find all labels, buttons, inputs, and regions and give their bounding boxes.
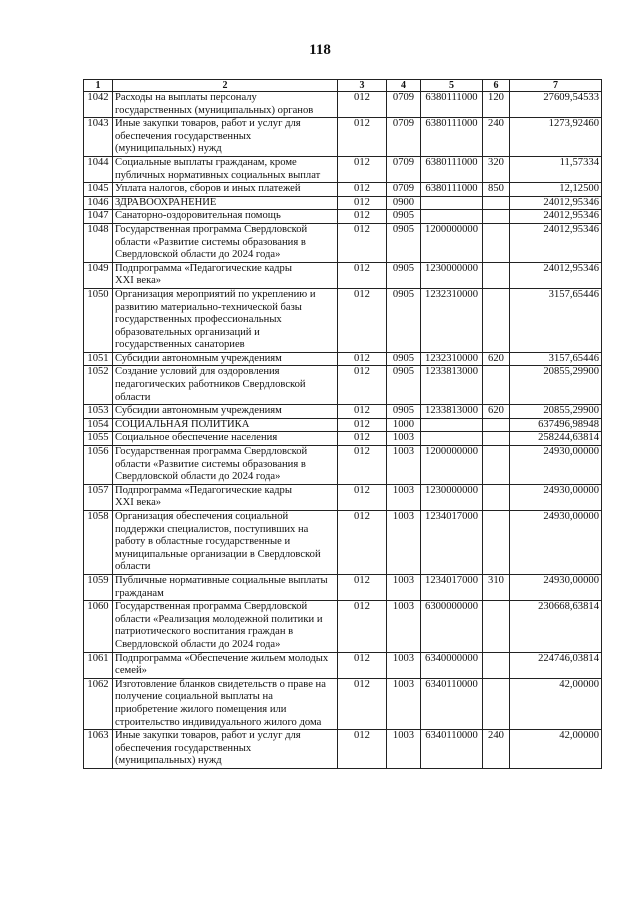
- column-header-4: 4: [387, 80, 421, 92]
- expense-type-cell: 240: [483, 730, 510, 769]
- expense-type-cell: [483, 652, 510, 678]
- target-article-cell: 1233813000: [421, 366, 483, 405]
- section-code-cell: 0905: [387, 262, 421, 288]
- target-article-cell: 1230000000: [421, 262, 483, 288]
- section-code-cell: 0905: [387, 366, 421, 405]
- section-code-cell: 1003: [387, 432, 421, 446]
- amount-cell: 42,00000: [510, 678, 602, 729]
- table-row: [84, 484, 602, 510]
- item-name-cell: Иные закупки товаров, работ и услуг для обеспечения государственных (муниципальных) нужд: [113, 118, 338, 157]
- expense-type-cell: [483, 678, 510, 729]
- item-name-cell: ЗДРАВООХРАНЕНИЕ: [113, 196, 338, 210]
- table-row: [84, 288, 602, 352]
- amount-cell: 12,12500: [510, 183, 602, 197]
- item-name-cell: Создание условий для оздоровления педагогических работников Свердловской области: [113, 366, 338, 405]
- item-name-cell: Подпрограмма «Педагогические кадры XXI века»: [113, 262, 338, 288]
- section-code-cell: 0905: [387, 288, 421, 352]
- ministry-code-cell: 012: [338, 196, 387, 210]
- section-code-cell: 1003: [387, 652, 421, 678]
- amount-cell: 24930,00000: [510, 484, 602, 510]
- table-row: [84, 446, 602, 485]
- section-code-cell: 0905: [387, 210, 421, 224]
- row-number-cell: 1058: [84, 511, 113, 575]
- table-row: [84, 92, 602, 118]
- item-name-cell: Санаторно-оздоровительная помощь: [113, 210, 338, 224]
- amount-cell: 20855,29900: [510, 366, 602, 405]
- row-number-cell: 1054: [84, 418, 113, 432]
- target-article-cell: 6380111000: [421, 183, 483, 197]
- target-article-cell: 6340110000: [421, 678, 483, 729]
- item-name-cell: Государственная программа Свердловской области «Реализация молодежной политики и патриотического воспитания граждан в Свердловской области до 2024 года»: [113, 601, 338, 652]
- expense-type-cell: [483, 601, 510, 652]
- row-number-cell: 1046: [84, 196, 113, 210]
- ministry-code-cell: 012: [338, 223, 387, 262]
- expense-type-cell: 850: [483, 183, 510, 197]
- row-number-cell: 1050: [84, 288, 113, 352]
- section-code-cell: 1000: [387, 418, 421, 432]
- amount-cell: 11,57334: [510, 156, 602, 182]
- amount-cell: 24930,00000: [510, 511, 602, 575]
- target-article-cell: 1230000000: [421, 484, 483, 510]
- table-row: [84, 210, 602, 224]
- section-code-cell: 1003: [387, 678, 421, 729]
- target-article-cell: [421, 210, 483, 224]
- item-name-cell: Субсидии автономным учреждениям: [113, 405, 338, 419]
- section-code-cell: 0709: [387, 92, 421, 118]
- amount-cell: 3157,65446: [510, 288, 602, 352]
- table-body: [84, 92, 602, 769]
- ministry-code-cell: 012: [338, 511, 387, 575]
- column-header-6: 6: [483, 80, 510, 92]
- column-header-1: 1: [84, 80, 113, 92]
- target-article-cell: 1232310000: [421, 288, 483, 352]
- table-row: [84, 352, 602, 366]
- table-row: [84, 183, 602, 197]
- column-header-3: 3: [338, 80, 387, 92]
- section-code-cell: 0709: [387, 156, 421, 182]
- amount-cell: 24930,00000: [510, 446, 602, 485]
- ministry-code-cell: 012: [338, 730, 387, 769]
- section-code-cell: 0709: [387, 118, 421, 157]
- table-row: [84, 223, 602, 262]
- section-code-cell: 1003: [387, 511, 421, 575]
- item-name-cell: Публичные нормативные социальные выплаты гражданам: [113, 574, 338, 600]
- row-number-cell: 1055: [84, 432, 113, 446]
- column-header-2: 2: [113, 80, 338, 92]
- amount-cell: 20855,29900: [510, 405, 602, 419]
- section-code-cell: 0709: [387, 183, 421, 197]
- expense-type-cell: [483, 288, 510, 352]
- expense-type-cell: [483, 262, 510, 288]
- table-row: [84, 366, 602, 405]
- ministry-code-cell: 012: [338, 484, 387, 510]
- table-header-row: [84, 80, 602, 92]
- row-number-cell: 1045: [84, 183, 113, 197]
- table-row: [84, 405, 602, 419]
- ministry-code-cell: 012: [338, 156, 387, 182]
- ministry-code-cell: 012: [338, 366, 387, 405]
- target-article-cell: [421, 418, 483, 432]
- table-row: [84, 432, 602, 446]
- ministry-code-cell: 012: [338, 418, 387, 432]
- expense-type-cell: 240: [483, 118, 510, 157]
- expense-type-cell: [483, 418, 510, 432]
- row-number-cell: 1053: [84, 405, 113, 419]
- amount-cell: 24012,95346: [510, 210, 602, 224]
- ministry-code-cell: 012: [338, 118, 387, 157]
- ministry-code-cell: 012: [338, 210, 387, 224]
- expense-type-cell: 320: [483, 156, 510, 182]
- item-name-cell: Государственная программа Свердловской области «Развитие системы образования в Свердловской области до 2024 года»: [113, 446, 338, 485]
- table-row: [84, 511, 602, 575]
- ministry-code-cell: 012: [338, 678, 387, 729]
- row-number-cell: 1042: [84, 92, 113, 118]
- ministry-code-cell: 012: [338, 262, 387, 288]
- item-name-cell: Расходы на выплаты персоналу государственных (муниципальных) органов: [113, 92, 338, 118]
- table-row: [84, 418, 602, 432]
- expense-type-cell: [483, 484, 510, 510]
- item-name-cell: Изготовление бланков свидетельств о праве на получение социальной выплаты на приобретение жилого помещения или строительство индивидуального жилого дома: [113, 678, 338, 729]
- column-header-7: 7: [510, 80, 602, 92]
- table-row: [84, 196, 602, 210]
- section-code-cell: 1003: [387, 730, 421, 769]
- ministry-code-cell: 012: [338, 432, 387, 446]
- row-number-cell: 1044: [84, 156, 113, 182]
- row-number-cell: 1051: [84, 352, 113, 366]
- target-article-cell: 1233813000: [421, 405, 483, 419]
- section-code-cell: 0905: [387, 352, 421, 366]
- table-row: [84, 262, 602, 288]
- row-number-cell: 1048: [84, 223, 113, 262]
- table-row: [84, 730, 602, 769]
- row-number-cell: 1060: [84, 601, 113, 652]
- amount-cell: 27609,54533: [510, 92, 602, 118]
- target-article-cell: [421, 196, 483, 210]
- ministry-code-cell: 012: [338, 574, 387, 600]
- table-row: [84, 652, 602, 678]
- ministry-code-cell: 012: [338, 92, 387, 118]
- expense-type-cell: [483, 210, 510, 224]
- table-row: [84, 156, 602, 182]
- table-row: [84, 678, 602, 729]
- expense-type-cell: 310: [483, 574, 510, 600]
- section-code-cell: 1003: [387, 446, 421, 485]
- table-row: [84, 601, 602, 652]
- ministry-code-cell: 012: [338, 601, 387, 652]
- ministry-code-cell: 012: [338, 352, 387, 366]
- target-article-cell: 1232310000: [421, 352, 483, 366]
- expense-type-cell: [483, 432, 510, 446]
- ministry-code-cell: 012: [338, 183, 387, 197]
- target-article-cell: [421, 432, 483, 446]
- expense-type-cell: [483, 511, 510, 575]
- ministry-code-cell: 012: [338, 288, 387, 352]
- item-name-cell: Уплата налогов, сборов и иных платежей: [113, 183, 338, 197]
- row-number-cell: 1052: [84, 366, 113, 405]
- row-number-cell: 1063: [84, 730, 113, 769]
- target-article-cell: 6380111000: [421, 156, 483, 182]
- table-row: [84, 574, 602, 600]
- item-name-cell: Социальное обеспечение населения: [113, 432, 338, 446]
- amount-cell: 3157,65446: [510, 352, 602, 366]
- item-name-cell: Социальные выплаты гражданам, кроме публичных нормативных социальных выплат: [113, 156, 338, 182]
- item-name-cell: Подпрограмма «Обеспечение жильем молодых семей»: [113, 652, 338, 678]
- table-row: [84, 118, 602, 157]
- expense-type-cell: 120: [483, 92, 510, 118]
- row-number-cell: 1061: [84, 652, 113, 678]
- row-number-cell: 1049: [84, 262, 113, 288]
- amount-cell: 637496,98948: [510, 418, 602, 432]
- target-article-cell: 6300000000: [421, 601, 483, 652]
- expense-type-cell: 620: [483, 352, 510, 366]
- ministry-code-cell: 012: [338, 652, 387, 678]
- expense-type-cell: [483, 366, 510, 405]
- amount-cell: 24012,95346: [510, 262, 602, 288]
- target-article-cell: 6340110000: [421, 730, 483, 769]
- amount-cell: 24012,95346: [510, 223, 602, 262]
- item-name-cell: СОЦИАЛЬНАЯ ПОЛИТИКА: [113, 418, 338, 432]
- amount-cell: 42,00000: [510, 730, 602, 769]
- section-code-cell: 1003: [387, 484, 421, 510]
- amount-cell: 258244,63814: [510, 432, 602, 446]
- ministry-code-cell: 012: [338, 446, 387, 485]
- amount-cell: 1273,92460: [510, 118, 602, 157]
- target-article-cell: 6380111000: [421, 118, 483, 157]
- section-code-cell: 1003: [387, 601, 421, 652]
- amount-cell: 224746,03814: [510, 652, 602, 678]
- item-name-cell: Государственная программа Свердловской области «Развитие системы образования в Свердловской области до 2024 года»: [113, 223, 338, 262]
- target-article-cell: 1234017000: [421, 574, 483, 600]
- target-article-cell: 6380111000: [421, 92, 483, 118]
- row-number-cell: 1047: [84, 210, 113, 224]
- row-number-cell: 1043: [84, 118, 113, 157]
- row-number-cell: 1059: [84, 574, 113, 600]
- item-name-cell: Иные закупки товаров, работ и услуг для обеспечения государственных (муниципальных) нужд: [113, 730, 338, 769]
- item-name-cell: Субсидии автономным учреждениям: [113, 352, 338, 366]
- expense-type-cell: 620: [483, 405, 510, 419]
- ministry-code-cell: 012: [338, 405, 387, 419]
- item-name-cell: Организация мероприятий по укреплению и развитию материально-технической базы государственных профессиональных образовательных организаций и государственных санаториев: [113, 288, 338, 352]
- amount-cell: 230668,63814: [510, 601, 602, 652]
- target-article-cell: 1200000000: [421, 446, 483, 485]
- section-code-cell: 0900: [387, 196, 421, 210]
- amount-cell: 24930,00000: [510, 574, 602, 600]
- expense-type-cell: [483, 196, 510, 210]
- target-article-cell: 6340000000: [421, 652, 483, 678]
- section-code-cell: 0905: [387, 223, 421, 262]
- item-name-cell: Организация обеспечения социальной поддержки специалистов, поступивших на работу в областные государственные и муниципальные организации в Свердловской области: [113, 511, 338, 575]
- expense-type-cell: [483, 446, 510, 485]
- row-number-cell: 1056: [84, 446, 113, 485]
- budget-table: [83, 79, 602, 769]
- row-number-cell: 1062: [84, 678, 113, 729]
- target-article-cell: 1200000000: [421, 223, 483, 262]
- target-article-cell: 1234017000: [421, 511, 483, 575]
- page-number: 118: [309, 42, 331, 58]
- amount-cell: 24012,95346: [510, 196, 602, 210]
- section-code-cell: 1003: [387, 574, 421, 600]
- column-header-5: 5: [421, 80, 483, 92]
- section-code-cell: 0905: [387, 405, 421, 419]
- item-name-cell: Подпрограмма «Педагогические кадры XXI века»: [113, 484, 338, 510]
- expense-type-cell: [483, 223, 510, 262]
- row-number-cell: 1057: [84, 484, 113, 510]
